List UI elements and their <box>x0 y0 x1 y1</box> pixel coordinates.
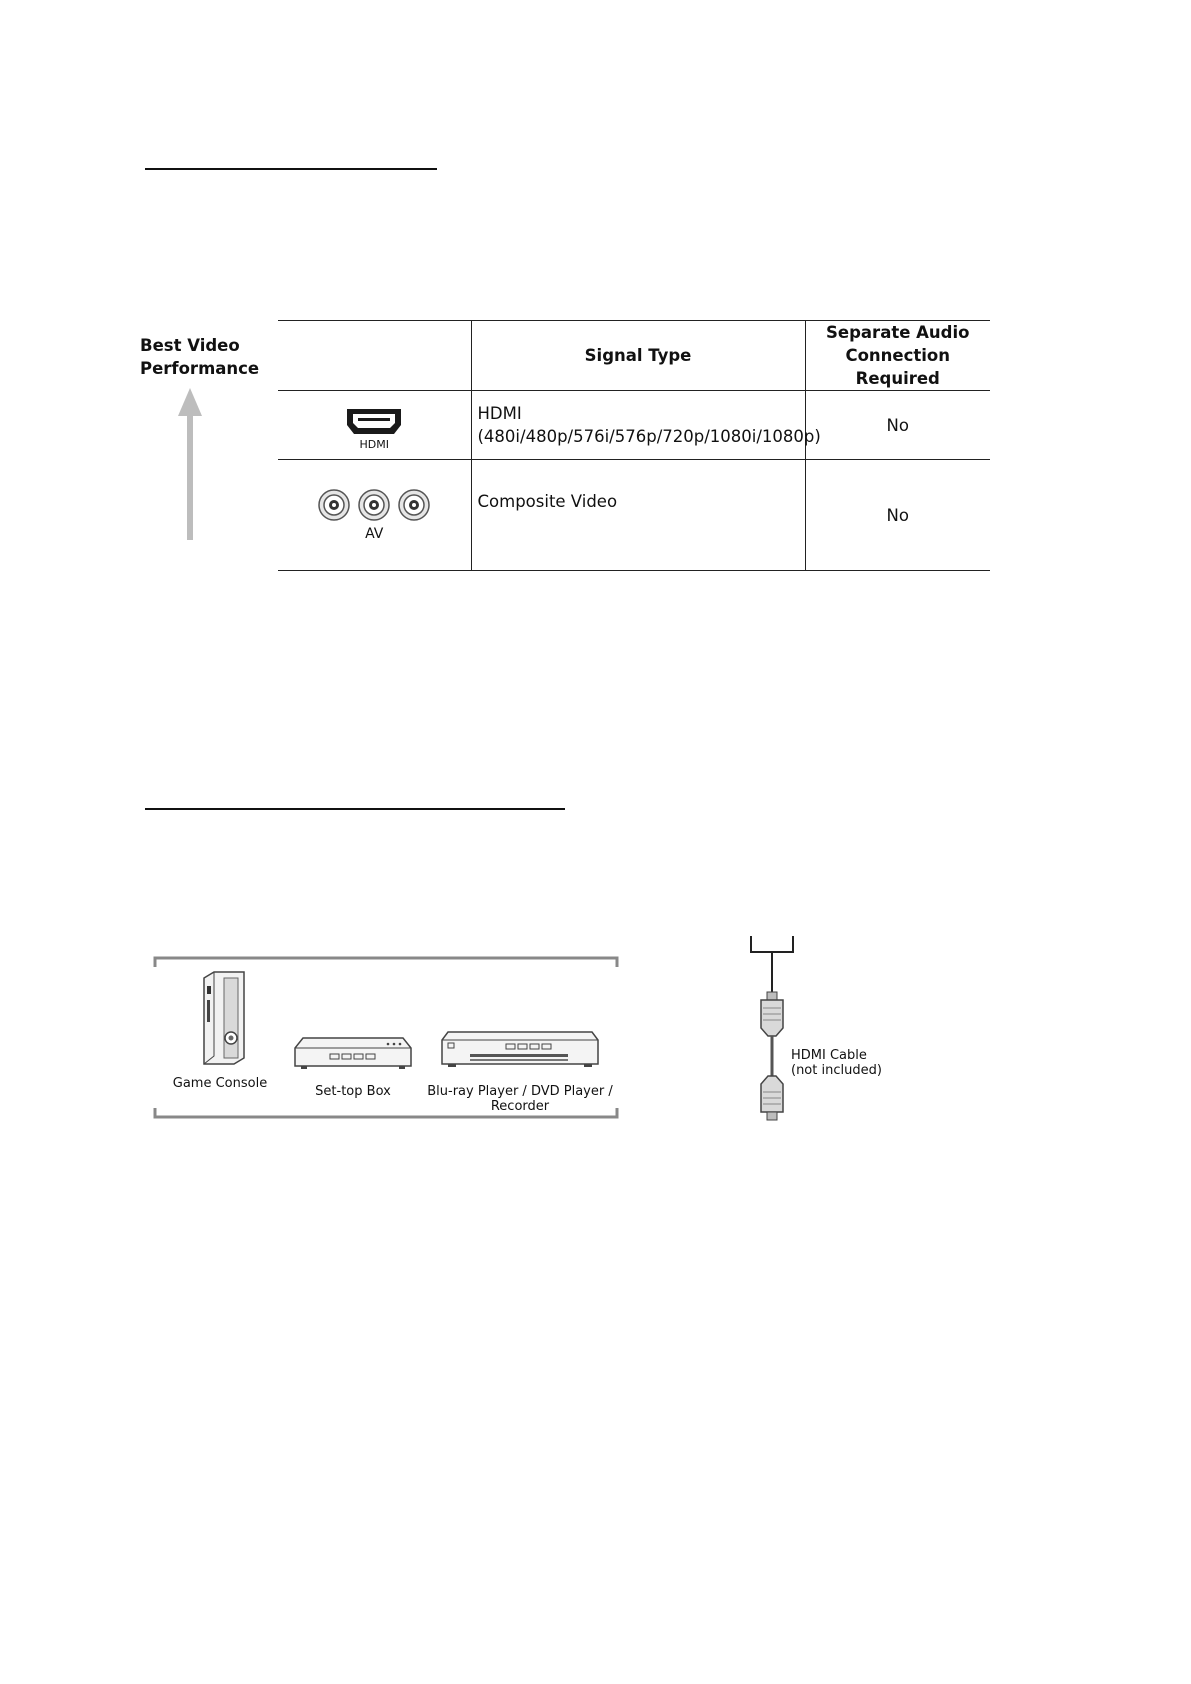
port-cell-av <box>278 460 471 571</box>
table-row <box>278 460 990 571</box>
av-ports-icon <box>314 488 434 522</box>
table-row <box>278 391 990 460</box>
device-label-game-console: Game Console <box>172 1076 268 1091</box>
game-console-icon <box>200 970 248 1066</box>
table-header-row <box>278 321 990 391</box>
device-label-set-top-box: Set-top Box <box>315 1084 391 1099</box>
set-top-box-icon <box>293 1036 413 1072</box>
performance-label: Best Video Performance <box>140 336 260 378</box>
section-rule-middle <box>145 808 565 810</box>
performance-arrow-icon <box>176 384 204 540</box>
section-rule-top <box>145 168 437 170</box>
hdmi-cable-label: HDMI Cable (not included) <box>791 1048 882 1078</box>
header-separate-audio: Separate Audio Connection Required <box>805 321 990 391</box>
signal-cell-av: Composite Video <box>471 460 805 571</box>
device-label-bluray-player: Blu-ray Player / DVD Player / Recorder <box>427 1084 613 1114</box>
hdmi-cable-icon <box>745 936 805 1136</box>
bluray-player-icon <box>440 1030 600 1072</box>
hdmi-port-icon <box>344 406 404 438</box>
signal-cell-hdmi: HDMI (480i/480p/576i/576p/720p/1080i/1080p) <box>471 391 805 460</box>
audio-cell-hdmi: No <box>805 391 990 460</box>
header-port <box>278 321 471 391</box>
audio-cell-av: No <box>805 460 990 571</box>
port-cell-hdmi <box>278 391 471 460</box>
port-label-av: AV <box>365 526 384 542</box>
header-signal-type: Signal Type <box>471 321 805 391</box>
port-label-hdmi: HDMI <box>359 437 389 451</box>
connection-table <box>278 320 990 571</box>
